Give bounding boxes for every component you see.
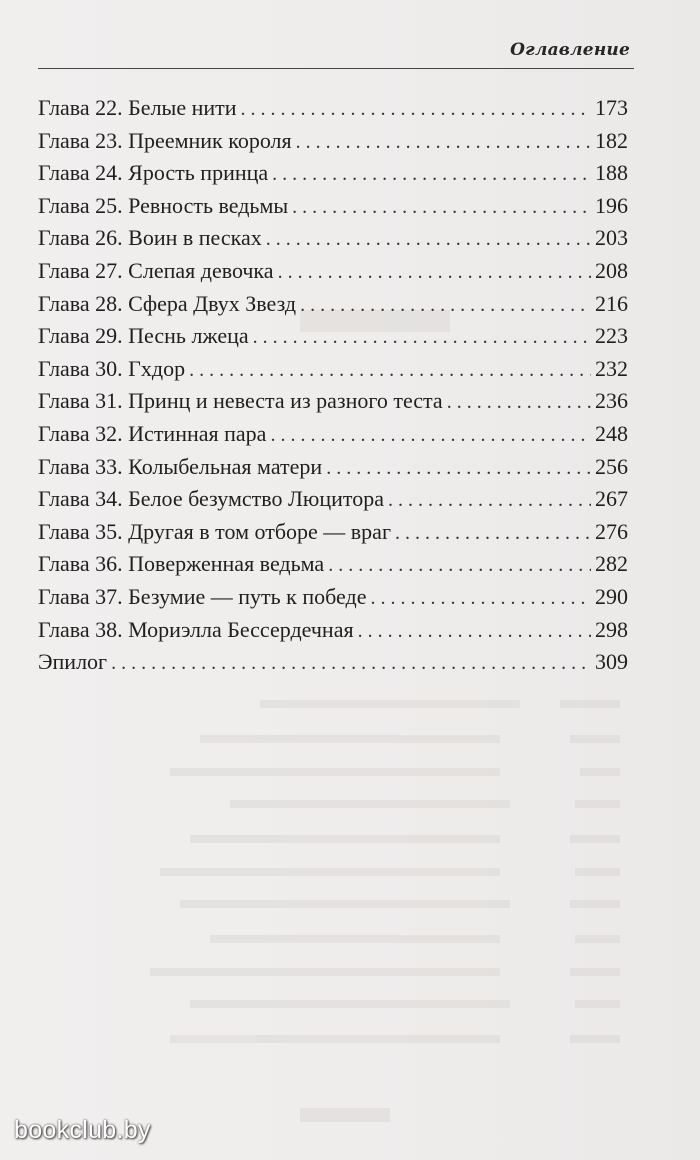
toc-entry-page: 196 <box>595 192 628 218</box>
toc-entry-epilogue <box>38 646 628 679</box>
dot-leader <box>272 158 591 191</box>
toc-entry-title: Глава 30. Гхдор <box>38 355 186 381</box>
toc-entry-title: Глава 24. Ярость принца <box>38 160 269 186</box>
toc-entry-page: 208 <box>595 257 628 283</box>
toc-entry <box>38 614 628 647</box>
toc-entry-page: 282 <box>595 551 628 577</box>
dot-leader <box>111 647 591 680</box>
dot-leader <box>300 289 591 322</box>
dot-leader <box>358 615 591 648</box>
toc-entry <box>38 288 628 321</box>
toc-entry-page: 223 <box>595 323 628 349</box>
toc-entry-page: 236 <box>595 388 628 414</box>
toc-entry-page: 276 <box>595 518 628 544</box>
watermark-text: bookclub.by <box>14 1116 151 1144</box>
toc-entry <box>38 483 628 516</box>
toc-entry-page: 248 <box>595 420 628 446</box>
toc-entry <box>38 418 628 451</box>
toc-entry <box>38 385 628 418</box>
toc-entry <box>38 548 628 581</box>
toc-entry <box>38 190 628 223</box>
toc-entry-page: 256 <box>595 453 628 479</box>
header-rule <box>38 68 634 69</box>
toc-entry-title: Глава 31. Принц и невеста из разного теста <box>38 388 443 414</box>
toc-entry-title: Глава 26. Воин в песках <box>38 225 262 251</box>
toc-entry-title: Глава 32. Истинная пара <box>38 420 267 446</box>
dot-leader <box>278 256 591 289</box>
toc-entry-title: Глава 35. Другая в том отборе — враг <box>38 518 391 544</box>
dot-leader <box>189 354 591 387</box>
dot-leader <box>328 549 591 582</box>
dot-leader <box>292 191 591 224</box>
toc-entry-title: Глава 36. Поверженная ведьма <box>38 551 325 577</box>
toc-entry-title: Глава 25. Ревность ведьмы <box>38 192 289 218</box>
toc-entry <box>38 353 628 386</box>
dot-leader <box>270 419 591 452</box>
toc-entry-title: Глава 22. Белые нити <box>38 95 237 120</box>
toc-entry-page: 188 <box>595 160 628 186</box>
toc-entry-page: 298 <box>595 616 628 642</box>
dot-leader <box>326 452 591 485</box>
toc-entry-title: Глава 37. Безумие — путь к победе <box>38 583 367 609</box>
toc-entry-title: Глава 23. Преемник короля <box>38 127 292 153</box>
toc-entry-page: 309 <box>595 649 628 675</box>
toc-entry-page: 182 <box>595 127 628 153</box>
dot-leader <box>296 126 591 159</box>
dot-leader <box>241 93 591 126</box>
toc-entry <box>38 92 628 125</box>
dot-leader <box>253 321 591 354</box>
toc-entry <box>38 222 628 255</box>
toc-entry-title: Глава 27. Слепая девочка <box>38 257 274 283</box>
toc-entry-page: 173 <box>595 95 628 120</box>
toc-entry-page: 290 <box>595 583 628 609</box>
toc-entry <box>38 255 628 288</box>
toc-entry-page: 216 <box>595 290 628 316</box>
dot-leader <box>447 386 591 419</box>
toc-entry <box>38 516 628 549</box>
dot-leader <box>266 223 591 256</box>
toc-entry-title: Глава 38. Мориэлла Бессердечная <box>38 616 354 642</box>
toc-entry <box>38 157 628 190</box>
running-head-title: Оглавление <box>510 40 630 60</box>
toc-entry-title: Глава 34. Белое безумство Люцитора <box>38 486 384 512</box>
toc-entry-title: Глава 33. Колыбельная матери <box>38 453 323 479</box>
toc-entry <box>38 125 628 158</box>
dot-leader <box>388 484 591 517</box>
toc-entry <box>38 451 628 484</box>
table-of-contents <box>38 92 628 679</box>
toc-entry-page: 232 <box>595 355 628 381</box>
dot-leader <box>395 517 591 550</box>
toc-entry-page: 203 <box>595 225 628 251</box>
dot-leader <box>370 582 591 615</box>
toc-entry-title: Глава 29. Песнь лжеца <box>38 323 249 349</box>
toc-entry <box>38 581 628 614</box>
toc-entry <box>38 320 628 353</box>
toc-entry-title: Эпилог <box>38 649 108 675</box>
toc-entry-page: 267 <box>595 486 628 512</box>
toc-entry-title: Глава 28. Сфера Двух Звезд <box>38 290 297 316</box>
